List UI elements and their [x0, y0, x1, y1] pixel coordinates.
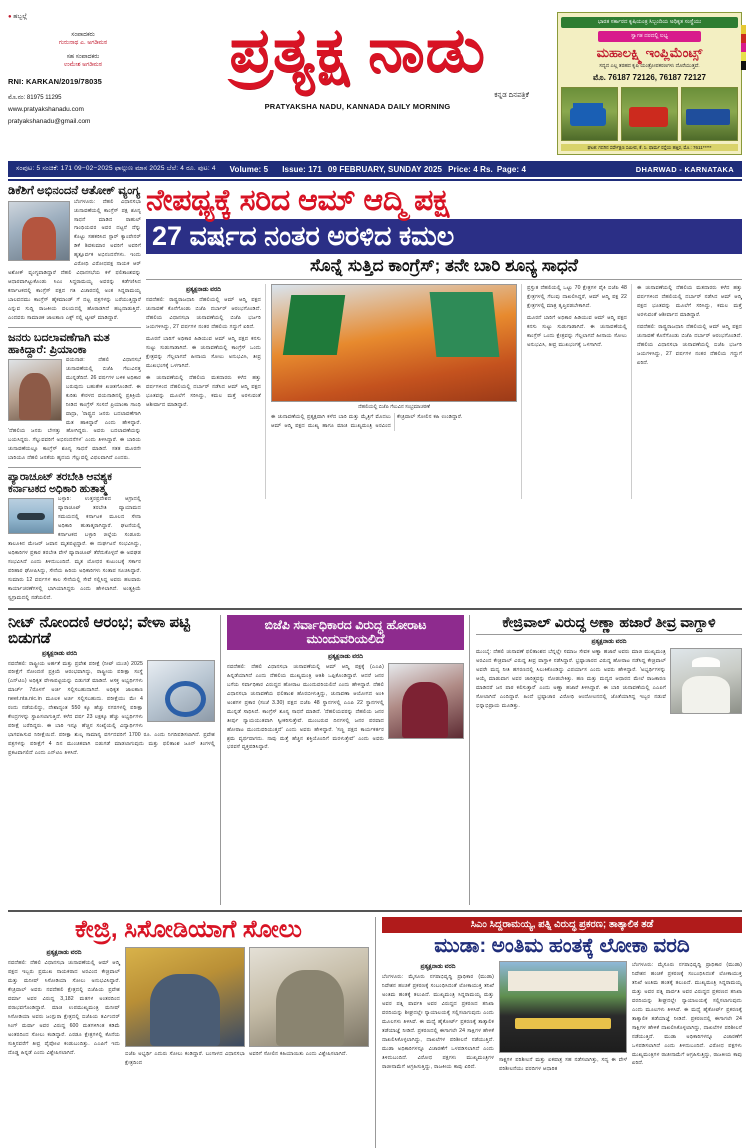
contact-website[interactable]: www.pratyakshanadu.com [8, 106, 84, 114]
muda-content-row [382, 961, 742, 1074]
bullet-dot: ● [8, 14, 12, 20]
ad-green-banner: ಭಾರತ ಸರ್ಕಾರದ ಕೃಷಿಯಂತ್ರ ಸಿಬ್ಬಂದಿಯ ಅಧಿಕೃತ ಸಂಸ್ಥೆಯು [561, 17, 738, 28]
lead-para-6: ಮೂರನೆ ಬಾರಿಗೆ ಅಧಿಕಾರ ಹಿಡಿಯುವ ಆಮ್ ಆದ್ಮಿ ಪಕ್ಷದ ಕನಸು ಸುಟ್ಟು ಸುಡುಗಾಡಾಗಿದೆ. ಈ ಚುನಾವಣೆಯಲ್ಲಿ ಕಾಂಗ್ರೆಸ್ ಒಂದು ಕ್ಷೇತ್ರವನ್ನು ಗೆಲ್ಲಲಾಗದೆ ಹೀನಾಯ ಸೋಲು ಅನುಭವಿಸಿ, ತೀವ್ರ ಮುಖಭಂಗಕ್ಕೆ ಒಳಗಾಗಿದೆ. [527, 315, 627, 348]
neet-byline: ಪ್ರತ್ಯಕ್ಷನಾಡು ವರದಿ [42, 650, 78, 657]
print-registration-colorbar [741, 25, 746, 70]
left-story-parachute[interactable] [8, 472, 141, 602]
content-grid [8, 185, 742, 603]
lead-para-3: ಈ ಚುನಾವಣೆಯಲ್ಲಿ ದೆಹಲಿಯ ಮತದಾರರು ಕಳೆದ ಹತ್ತು ವರ್ಷಗಳಿಂದ ದೆಹಲಿಯಲ್ಲಿ ದರ್ಬಾರ್ ನಡೆಸಿದ ಆಮ್ ಆದ್ಮಿ ಪಕ್ಷದ ಭೂತವನ್ನು ಮೂಲೆಗೆ ಸರಿಸಿದ್ದು, ಕಮಲ ಮತ್ತೆ ಅರಳುವಂತೆ ಆಶೀರ್ವಾದ ಮಾಡಿದ್ದಾರೆ. [146, 374, 261, 408]
lead-col-3 [527, 284, 632, 499]
datebar-issue: Issue: 171 [282, 164, 322, 174]
bottom-story-kejriwal[interactable] [8, 917, 376, 1148]
neet-headline: ನೀಟ್ ನೋಂದಣಿ ಆರಂಭ; ವೇಳಾ ಪಟ್ಟಿ ಬಿಡುಗಡೆ [8, 614, 191, 648]
muda-building-photo [499, 961, 627, 1053]
anna-hazare-photo [670, 648, 742, 714]
muda-text-col-2 [632, 961, 742, 1074]
hazare-divider [476, 634, 742, 635]
muda-body-1: ಬೆಂಗಳೂರು: ಮೈಸೂರು ನಗರಾಭಿವೃದ್ಧಿ ಪ್ರಾಧಿಕಾರ (ಮುಡಾ) ನಿವೇಶನ ಹಂಚಿಕೆ ಪ್ರಕರಣಕ್ಕೆ ಸಂಬಂಧಿಸಿದಂತೆ ಲೋಕಾಯುಕ್ತ ತನಿಖೆ ಅಂತಿಮ ಹಂತಕ್ಕೆ ತಲುಪಿದೆ. ಮುಖ್ಯಮಂತ್ರಿ ಸಿದ್ದರಾಮಯ್ಯ ಮತ್ತು ಅವರ ಪತ್ನಿ ಪಾರ್ವತಿ ಅವರ ವಿರುದ್ಧದ ಪ್ರಕರಣದ ತನಿಖಾ ವರದಿಯನ್ನು ಶೀಘ್ರದಲ್ಲೇ ನ್ಯಾಯಾಲಯಕ್ಕೆ ಸಲ್ಲಿಸಲಾಗುವುದು ಎಂದು ಮೂಲಗಳು ತಿಳಿಸಿವೆ. ಈ ಮಧ್ಯೆ ಹೈಕೋರ್ಟ್ ಪ್ರಕರಣಕ್ಕೆ ತಾತ್ಕಾಲಿಕ ತಡೆಯಾಜ್ಞೆ ನೀಡಿದೆ. ಪ್ರಕರಣದಲ್ಲಿ ಈಗಾಗಲೇ 24 ಸಾಕ್ಷಿಗಳ ಹೇಳಿಕೆ ದಾಖಲಿಸಿಕೊಳ್ಳಲಾಗಿದ್ದು, ದಾಖಲೆಗಳ ಪರಿಶೀಲನೆ ನಡೆಯುತ್ತಿದೆ. ಮುಡಾ ಅಧಿಕಾರಿಗಳನ್ನೂ ವಿಚಾರಣೆಗೆ ಒಳಪಡಿಸಲಾಗಿದೆ ಎಂದು ತಿಳಿದುಬಂದಿದೆ. ವಿರೋಧ ಪಕ್ಷಗಳು ಮುಖ್ಯಮಂತ್ರಿಗಳ ರಾಜೀನಾಮೆಗೆ ಆಗ್ರಹಿಸುತ್ತಿದ್ದು, ರಾಜಕೀಯ ಕಾವು ಏರಿದೆ. [382, 974, 494, 1070]
newspaper-logo: ಪ್ರತ್ಯಕ್ಷ ನಾಡು [229, 16, 486, 85]
left-sidebar-column [8, 185, 141, 603]
plough-image [561, 87, 618, 141]
lead-kicker: ನೇಪಥ್ಯಕ್ಕೆ ಸರಿದ ಆಮ್ ಆದ್ಮಿ ಪಕ್ಷ [146, 184, 450, 217]
editor-block-1 [8, 31, 158, 47]
lead-para-4: ಈ ಚುನಾವಣೆಯಲ್ಲಿ ಪ್ರತ್ಯಕ್ಷವಾಗಿ ಕಳೆದ ಬಾರಿ ಮತ್ತು ಮೈತ್ರಿಗೆ ಮೊದಲು ಆಮ್ ಆದ್ಮಿ ಪಕ್ಷದ ಮುಖ್ಯ ಹಾಗೂ ಮಾಜಿ ಮುಖ್ಯಮಂತ್ರಿ ಅರವಿಂದ ಕೇಜ್ರಿವಾಲ್ ಸೋಲಿನ ಕಹಿ ಉಂಡಿದ್ದಾರೆ. [271, 414, 463, 430]
masthead-contact [8, 93, 158, 128]
muda-text-col-1 [382, 961, 494, 1074]
hazare-headline: ಕೇಜ್ರಿವಾಲ್ ವಿರುದ್ಧ ಅಣ್ಣಾ ಹಜಾರೆ ತೀವ್ರ ವಾಗ್ದಾಳಿ [502, 614, 716, 630]
muda-photo-caption: ಸಾಕ್ಷ್ಯಗಳ ಪರಿಶೀಲನೆ ಮತ್ತು ಏಕಪಾತ್ರ ಸಹ ನಡೆಸಲಾಗಿತ್ತು, ಸದ್ಯ ಈ ವೇಳೆ ಪರಿಶೀಲನೆಯು ವರದಿಗಳ ಆಧಾರಿತ [499, 1057, 627, 1073]
editor-label-1: ಸಂಪಾದಕರು [71, 32, 95, 38]
atishi-photo [388, 663, 464, 739]
masthead-bullet [8, 14, 158, 21]
editor-label-2: ಸಹ ಸಂಪಾದಕರು [66, 54, 100, 61]
datebar-place: DHARWAD - KARNATAKA [635, 164, 734, 174]
left-divider-1 [8, 327, 141, 328]
bjp-rally-photo [271, 284, 517, 402]
editor-name-1: ಗುರುನಾಥ ಎ. ಅಗಡಿಮಠ [58, 40, 108, 47]
lead-byline: ಪ್ರತ್ಯಕ್ಷನಾಡು ವರದಿ [185, 287, 222, 294]
datebar-price: Price: 4 Rs. [448, 164, 493, 174]
bottom-section [8, 917, 742, 1148]
lead-para-1: ನವದೆಹಲಿ: ರಾಷ್ಟ್ರರಾಜಧಾನಿ ದೆಹಲಿಯಲ್ಲಿ ಆಮ್ ಆದ್ಮಿ ಪಕ್ಷದ ಚುನಾವಣೆ ಕೊನೆಗೊಂಡು ಬಿಜೆಪಿ ದರ್ಬಾರ್ ಆರಂಭಗೊಂಡಿದೆ. ದೆಹಲಿಯ ವಿಧಾನಸಭಾ ಚುನಾವಣೆಯಲ್ಲಿ ಬಿಜೆಪಿ ಭರ್ಜರಿ ಜಯಗಳಿಸಿದ್ದು, 27 ವರ್ಷಗಳ ನಂತರ ದೆಹಲಿಯ ಗದ್ದುಗೆ ಏರಿದೆ. [146, 297, 261, 331]
ad-description: ಸದ್ಯದ ಎಲ್ಲ ತರಹದ ಕೃಷಿ ಯಂತ್ರೋಪಕರಣಗಳು ದೊರೆಯುತ್ತವೆ. [599, 63, 700, 69]
left-story-3-body: ಬಳ್ಳಾರಿ: ಉತ್ತರಪ್ರದೇಶದ ಆಗ್ರಾದಲ್ಲಿ ಪ್ಯಾರಾಚೂಟ್ ತರಬೇತಿ ವ್ಯಾಯಾಮದ ಸಮಯದಲ್ಲಿ ಕರ್ನಾಟಕ ಮೂಲದ ಸೇನಾ ಅಧಿಕಾರಿ ಹುತಾತ್ಮರಾಗಿದ್ದಾರೆ. ಘಟನೆಯಲ್ಲಿ ಕರ್ನಾಟಕದ ಬಳ್ಳಾರಿ ಜಿಲ್ಲೆಯ ಸಂಡೂರು ತಾಲೂಕಿನ ಮೇಜರ್ ಜವಾನ ಮೃತಪಟ್ಟಿದ್ದಾರೆ. ಈ ದುರ್ಘಟನೆ ಸಂಭವಿಸಿದ್ದು, ಅಧಿಕಾರಿಗಳ ಪ್ರಕಾರ ತರಬೇತಿ ವೇಳೆ ಪ್ಯಾರಾಚೂಟ್ ತೆರೆದುಕೊಳ್ಳದೆ ಈ ಅವಘಡ ಸಂಭವಿಸಿದೆ ಎಂದು ತಿಳಿದುಬಂದಿದೆ. ಮೃತ ಯೋಧರ ಕುಟುಂಬಕ್ಕೆ ಸರ್ಕಾರ ಪರಿಹಾರ ಘೋಷಿಸಿದ್ದು, ಸೇನೆಯ ಹಿರಿಯ ಅಧಿಕಾರಿಗಳು ಸಂತಾಪ ಸೂಚಿಸಿದ್ದಾರೆ. ಸುಮಾರು 12 ವರ್ಷಗಳ ಕಾಲ ಸೇನೆಯಲ್ಲಿ ಸೇವೆ ಸಲ್ಲಿಸಿದ್ದ ಅವರು ಹಲವಾರು ಕಾರ್ಯಾಚರಣೆಗಳಲ್ಲಿ ಭಾಗಿಯಾಗಿದ್ದರು ಎಂದು ಹೇಳಲಾಗಿದೆ. ಅಂತ್ಯಕ್ರಿಯೆ ಸ್ವಗ್ರಾಮದಲ್ಲಿ ನಡೆಯಲಿದೆ. [8, 496, 141, 601]
ad-pink-banner: ಸ್ವಾಗತ ದರದಲ್ಲಿ ಲಭ್ಯ [598, 31, 701, 42]
kejriwal-caption-right: ಅವರಿಗೆ ಸೋಲಿನ ಕಹಿಯಾಯಿತು ಎಂದು ವಿಶ್ಲೇಷಿಸಲಾಗಿದೆ. [249, 1051, 348, 1058]
main-column [146, 185, 742, 603]
top-divider-rule [8, 179, 742, 181]
ad-box[interactable] [557, 12, 742, 155]
left-divider-2 [8, 467, 141, 468]
helicopter-photo [8, 498, 54, 534]
mid-story-aap[interactable] [227, 615, 470, 905]
neet-body: ನವದೆಹಲಿ: ರಾಷ್ಟ್ರೀಯ ಅರ್ಹತೆ ಮತ್ತು ಪ್ರವೇಶ ಪರೀಕ್ಷೆ (ನೀಟ್ ಯುಜಿ) 2025 ಪರೀಕ್ಷೆಗೆ ನೋಂದಣಿ ಪ್ರಕ್ರಿಯೆ ಆರಂಭವಾಗಿದ್ದು, ರಾಷ್ಟ್ರೀಯ ಪರೀಕ್ಷಾ ಸಂಸ್ಥೆ (ಎನ್‌ಟಿಎ) ಅಧಿಕೃತ ವೇಳಾಪಟ್ಟಿಯನ್ನು ಬಿಡುಗಡೆ ಮಾಡಿದೆ. ಆಸಕ್ತ ಅಭ್ಯರ್ಥಿಗಳು ಮಾರ್ಚ್ 7ರೊಳಗೆ ಅರ್ಜಿ ಸಲ್ಲಿಸಬಹುದಾಗಿದೆ. ಅಧಿಕೃತ ಜಾಲತಾಣ neet.nta.nic.in ಮೂಲಕ ಅರ್ಜಿ ಸಲ್ಲಿಸಬಹುದು. ಪರೀಕ್ಷೆಯು ಮೇ 4 ರಂದು ನಡೆಯಲಿದ್ದು, ದೇಶಾದ್ಯಂತ 550 ಕ್ಕೂ ಹೆಚ್ಚು ನಗರಗಳಲ್ಲಿ ಪರೀಕ್ಷಾ ಕೇಂದ್ರಗಳನ್ನು ಸ್ಥಾಪಿಸಲಾಗುತ್ತಿದೆ. ಕಳೆದ ವರ್ಷ 23 ಲಕ್ಷಕ್ಕೂ ಹೆಚ್ಚು ಅಭ್ಯರ್ಥಿಗಳು ಪರೀಕ್ಷೆ ಬರೆದಿದ್ದರು. ಈ ಬಾರಿ ಇನ್ನೂ ಹೆಚ್ಚಿನ ಸಂಖ್ಯೆಯಲ್ಲಿ ವಿದ್ಯಾರ್ಥಿಗಳು ಭಾಗವಹಿಸುವ ನಿರೀಕ್ಷೆಯಿದೆ. ಪರೀಕ್ಷಾ ಶುಲ್ಕ ಸಾಮಾನ್ಯ ವರ್ಗದವರಿಗೆ 1700 ರೂ. ಎಂದು ನಿಗದಿಪಡಿಸಲಾಗಿದೆ. ಪ್ರವೇಶ ಪತ್ರಗಳನ್ನು ಪರೀಕ್ಷೆಗೆ 4 ದಿನ ಮುಂಚಿತವಾಗಿ ಬಿಡುಗಡೆ ಮಾಡಲಾಗುವುದು ಮತ್ತು ಫಲಿತಾಂಶ ಜೂನ್ ತಿಂಗಳಲ್ಲಿ ಪ್ರಕಟವಾಗಲಿದೆ ಎಂದು ಎನ್‌ಟಿಎ ತಿಳಿಸಿದೆ. [8, 660, 215, 756]
left-story-3-headline: ಪ್ಯಾರಾಚೂಟ್ ತರಬೇತಿ ಆವಶ್ಯಕ ಕರ್ನಾಟಕದ ಅಧಿಕಾರಿ ಹುತಾತ್ಮ [8, 471, 113, 495]
left-story-1-headline: ಡಿಕೆಶಿಗೆ ಅಭಿನಂದನೆ ಆತೋಕ್ ವ್ಯಂಗ್ಯ [8, 185, 141, 197]
lead-body-region [146, 284, 742, 499]
bottom-story-muda[interactable] [382, 917, 742, 1148]
lead-para-5: ಪ್ರಸ್ತುತ ದೆಹಲಿಯಲ್ಲಿ ಒಟ್ಟು 70 ಕ್ಷೇತ್ರಗಳ ಪೈಕಿ ಬಿಜೆಪಿ 48 ಕ್ಷೇತ್ರಗಳಲ್ಲಿ ಗೆಲುವು ದಾಖಲಿಸಿದ್ದರೆ, ಆಮ್ ಆದ್ಮಿ ಪಕ್ಷ 22 ಕ್ಷೇತ್ರಗಳಲ್ಲಿ ಮಾತ್ರ ತೃಪ್ತಿಪಡಬೇಕಾಗಿದೆ. [527, 285, 627, 310]
masthead [8, 6, 742, 156]
aap-byline: ಪ್ರತ್ಯಕ್ಷನಾಡು ವರದಿ [327, 654, 364, 661]
left-story-ashok[interactable] [8, 185, 141, 323]
lead-col-4 [637, 284, 742, 499]
lead-subhead: ಸೊನ್ನೆ ಸುತ್ತಿದ ಕಾಂಗ್ರೆಸ್; ತನೇ ಬಾರಿ ಶೂನ್ಯ ಸಾಧನೆ [310, 255, 578, 275]
middle-section [8, 615, 742, 905]
ad-product-images [561, 87, 738, 141]
lead-band-headline: 27 ವರ್ಷದ ನಂತರ ಅರಳಿದ ಕಮಲ [146, 219, 742, 253]
datebar-volume: Volume: 5 [229, 164, 269, 174]
contact-email[interactable]: pratyakshanadu@gmail.com [8, 118, 91, 126]
priyanka-photo [8, 359, 62, 421]
mid-story-hazare[interactable] [476, 615, 742, 905]
muda-body-2: ಬೆಂಗಳೂರು: ಮೈಸೂರು ನಗರಾಭಿವೃದ್ಧಿ ಪ್ರಾಧಿಕಾರ (ಮುಡಾ) ನಿವೇಶನ ಹಂಚಿಕೆ ಪ್ರಕರಣಕ್ಕೆ ಸಂಬಂಧಿಸಿದಂತೆ ಲೋಕಾಯುಕ್ತ ತನಿಖೆ ಅಂತಿಮ ಹಂತಕ್ಕೆ ತಲುಪಿದೆ. ಮುಖ್ಯಮಂತ್ರಿ ಸಿದ್ದರಾಮಯ್ಯ ಮತ್ತು ಅವರ ಪತ್ನಿ ಪಾರ್ವತಿ ಅವರ ವಿರುದ್ಧದ ಪ್ರಕರಣದ ತನಿಖಾ ವರದಿಯನ್ನು ಶೀಘ್ರದಲ್ಲೇ ನ್ಯಾಯಾಲಯಕ್ಕೆ ಸಲ್ಲಿಸಲಾಗುವುದು ಎಂದು ಮೂಲಗಳು ತಿಳಿಸಿವೆ. ಈ ಮಧ್ಯೆ ಹೈಕೋರ್ಟ್ ಪ್ರಕರಣಕ್ಕೆ ತಾತ್ಕಾಲಿಕ ತಡೆಯಾಜ್ಞೆ ನೀಡಿದೆ. ಪ್ರಕರಣದಲ್ಲಿ ಈಗಾಗಲೇ 24 ಸಾಕ್ಷಿಗಳ ಹೇಳಿಕೆ ದಾಖಲಿಸಿಕೊಳ್ಳಲಾಗಿದ್ದು, ದಾಖಲೆಗಳ ಪರಿಶೀಲನೆ ನಡೆಯುತ್ತಿದೆ. ಮುಡಾ ಅಧಿಕಾರಿಗಳನ್ನೂ ವಿಚಾರಣೆಗೆ ಒಳಪಡಿಸಲಾಗಿದೆ ಎಂದು ತಿಳಿದುಬಂದಿದೆ. ವಿರೋಧ ಪಕ್ಷಗಳು ಮುಖ್ಯಮಂತ್ರಿಗಳ ರಾಜೀನಾಮೆಗೆ ಆಗ್ರಹಿಸುತ್ತಿದ್ದು, ರಾಜಕೀಯ ಕಾವು ಏರಿದೆ. [632, 962, 742, 1067]
lead-para-7: ಈ ಚುನಾವಣೆಯಲ್ಲಿ ದೆಹಲಿಯ ಮತದಾರರು ಕಳೆದ ಹತ್ತು ವರ್ಷಗಳಿಂದ ದೆಹಲಿಯಲ್ಲಿ ದರ್ಬಾರ್ ನಡೆಸಿದ ಆಮ್ ಆದ್ಮಿ ಪಕ್ಷದ ಭೂತವನ್ನು ಮೂಲೆಗೆ ಸರಿಸಿದ್ದು, ಕಮಲ ಮತ್ತೆ ಅರಳುವಂತೆ ಆಶೀರ್ವಾದ ಮಾಡಿದ್ದಾರೆ. [637, 285, 742, 319]
contact-phone: ಮೊ.ನಂ: 81975 11295 [8, 95, 62, 102]
lead-photo-caption: ದೆಹಲಿಯಲ್ಲಿ ಬಿಜೆಪಿ ಗೆಲುವಿನ ಸಂಭ್ರಮಾಚರಣೆ [358, 404, 430, 411]
lead-col-1 [146, 284, 266, 499]
ad-title: ಮಹಾಲಕ್ಷ್ಮಿ ಇಂಪ್ಲಿಮೆಂಟ್ಸ್ [596, 45, 703, 60]
sisodia-photo [249, 947, 369, 1047]
muda-photo-col [499, 961, 627, 1074]
rni-number: RNI: KARKAN/2019/78035 [8, 77, 102, 87]
lead-divider [146, 279, 742, 280]
lead-para-2: ಮೂರನೆ ಬಾರಿಗೆ ಅಧಿಕಾರ ಹಿಡಿಯುವ ಆಮ್ ಆದ್ಮಿ ಪಕ್ಷದ ಕನಸು ಸುಟ್ಟು ಸುಡುಗಾಡಾಗಿದೆ. ಈ ಚುನಾವಣೆಯಲ್ಲಿ ಕಾಂಗ್ರೆಸ್ ಒಂದು ಕ್ಷೇತ್ರವನ್ನು ಗೆಲ್ಲಲಾಗದೆ ಹೀನಾಯ ಸೋಲು ಅನುಭವಿಸಿ, ತೀವ್ರ ಮುಖಭಂಗಕ್ಕೆ ಒಳಗಾಗಿದೆ. [146, 336, 261, 369]
kejriwal-photo [125, 947, 245, 1047]
rotavator-image [621, 87, 678, 141]
kejriwal-photo-col [125, 947, 369, 1068]
ad-footer-address: ಘಟಕ: ಗದಗಿನ ಸರ್ವೇಕ್ಷಣ ಸಮೀಪ, ಕೆ. ಸಿ. ಫಾರ್ಮ ರಸ್ತೆಯ ಹತ್ತಿರ, ಮೊ.: 7611***** [561, 144, 738, 151]
muda-headline: ಮುಡಾ: ಅಂತಿಮ ಹಂತಕ್ಕೆ ಲೋಕಾ ವರದಿ [434, 934, 690, 957]
masthead-left-info [8, 6, 158, 129]
muda-byline: ಪ್ರತ್ಯಕ್ಷನಾಡು ವರದಿ [420, 964, 456, 971]
kejriwal-headline: ಕೇಜ್ರಿ, ಸಿಸೋಡಿಯಾಗೆ ಸೋಲು [75, 916, 302, 943]
kejriwal-caption-left: ಬಿಜೆಪಿ ಅಭ್ಯರ್ಥಿ ಎದುರು ಸೋಲು ಕಂಡಿದ್ದಾರೆ. ಬಂಗಾಳದ ವಿಧಾನಸಭಾ ಕ್ಷೇತ್ರದಿಂದ [125, 1051, 245, 1067]
ashok-photo [8, 201, 70, 261]
aap-headline-band: ಬಿಜೆಪಿ ಸರ್ವಾಧಿಕಾರದ ವಿರುದ್ಧ ಹೋರಾಟ ಮುಂದುವರಿಯಲಿದೆ [227, 615, 464, 651]
left-story-2-body: ವಯನಾಡ: ದೆಹಲಿ ವಿಧಾನಸಭೆ ಚುನಾವಣೆಯಲ್ಲಿ ಬಿಜೆಪಿ ಗೆಲುವಿನತ್ತ ಮುನ್ನಡೆದಿದೆ. 26 ವರ್ಷಗಳ ಬಳಿಕ ಅಧಿಕಾರ ಬರುವುದು ಬಹುತೇಕ ಖಚಿತಗೊಂಡಿದೆ. ಈ ಕುರಿತು ಕೇರಳದ ವಯನಾಡಿನಲ್ಲಿ ಪ್ರತಿಕ್ರಿಯೆ ನೀಡಿದ ಕಾಂಗ್ರೆಸ್ ಸಂಸದೆ ಪ್ರಿಯಾಂಕಾ ಗಾಂಧಿ ವಾದ್ರಾ, 'ರಾಷ್ಟ್ರದ ಜನರು ಬದಲಾವಣೆಗಾಗಿ ಮತ ಹಾಕಿದ್ದಾರೆ' ಎಂದು ಹೇಳಿದ್ದಾರೆ. 'ದೆಹಲಿಯ ಜನರು ಬೇಸತ್ತು ಹೋಗಿದ್ದರು. ಅವರು ಬದಲಾವಣೆಯನ್ನು ಬಯಸಿದ್ದರು. ಗೆಲ್ಲುವವರಿಗೆ ಅಭಿನಂದನೆಗಳ' ಎಂದು ತಿಳಿಸಿದ್ದಾರೆ. ಈ ಬಾರಿಯ ಚುನಾವಣೆಯಲ್ಲೂ ಕಾಂಗ್ರೆಸ್ ಶೂನ್ಯ ಸಾಧನೆ ಮಾಡಿದೆ. ಸತತ ಮೂರನೇ ಬಾರಿಯೂ ದೆಹಲಿ ಜನತೆಯ ಹೃದಯ ಗೆಲ್ಲುವಲ್ಲಿ ವಿಫಲವಾಗಿದೆ ಎಂದರು. [8, 356, 141, 462]
editor-block-2 [8, 53, 158, 69]
trailer-image [681, 87, 738, 141]
datebar-date: 09 FEBRUARY, SUNDAY 2025 [327, 164, 443, 174]
lead-col-2 [271, 284, 522, 499]
left-story-1-body: ಬೆಂಗಳೂರು: ದೆಹಲಿ ವಿಧಾನಸಭಾ ಚುನಾವಣೆಯಲ್ಲಿ ಕಾಂಗ್ರೆಸ್ ಪಕ್ಷ ಶೂನ್ಯ ಸಾಧನೆ ಮಾಡಿದ ರಾಹುಲ್ ಗಾಂಧಿಯವರ ಅವರ ದಟ್ಟನೆ ದೆನ್ನು ಕೊಟ್ಟು ಸಹಕರಿಸಿದ ಸ್ಟಾರ್ ಕ್ಯಾಂಪೇನರ್ ಡಿಕೆ ಶಿವಕುಮಾರ ಅವರಿಗೆ ಅವರಿಗೆ ಹೃತ್ಪೂರ್ವಕ ಅಭಿನಂದನೆಗಳು. ಇಂದು ವಿರೋಧಿ ವಿರೋಧಪಕ್ಷ ನಾಯಕ ಆರ್ ಅಶೋಕ್ ವ್ಯಂಗ್ಯವಾಡಿದ್ದಾರೆ ದೆಹಲಿ ವಿಧಾನಸಭೆಯ ಕಳೆ ಫಲಿತಾಂಶವನ್ನು ಆಧಾರವಾಗಿಟ್ಟುಕೊಂಡು ಸಿಎಂ ಸಿದ್ದರಾಮಯ್ಯ ಅವರನ್ನು ಕಡೆಗಣಿಸಿದ ಕರ್ನಾಟಕದಲ್ಲಿ ಕಾಂಗ್ರೆಸ್ ಪಕ್ಷದ ಗತಿ ವಿಚಾರದಲ್ಲಿ ಅಂತ ಸಿದ್ದರಾಮಯ್ಯ ಬಾಲವದಮು ಕಾಂಗ್ರೆಸ್ ಹೈಕಮಾಂಡ್ ಗೆ ದಟ್ಟ ಪತ್ರಗಳನ್ನು ಬರೆಯುತ್ತಿದ್ದಾರೆ ಎನ್ನುವ ಸುದ್ದಿ ರಾಜಕೀಯ ವಲಯದಲ್ಲಿ ಹೊರಾಡಗಿದೆ ಹಬ್ಬದಾಡುತ್ತಿದೆ. ಎಂದವರು ಸಾಮಾಜಿಕ ಜಾಲತಾಣ ಎಕ್ಸ್ ನಲ್ಲಿ ಟ್ವೀಟ್ ಮಾಡಿದ್ದಾರೆ. [8, 198, 141, 321]
muda-band: ಸಿಎಂ ಸಿದ್ದರಾಮಯ್ಯ, ಪತ್ನಿ ವಿರುದ್ಧ ಪ್ರಕರಣ; ತಾತ್ಕಾಲಿಕ ತಡೆ [382, 917, 742, 933]
volume-issue-bar [8, 161, 742, 177]
kejriwal-byline: ಪ್ರತ್ಯಕ್ಷನಾಡು ವರದಿ [46, 950, 82, 957]
hazare-body: ಮುಂಬೈ: ದೆಹಲಿ ಚುನಾವಣೆ ಫಲಿತಾಂಶದ ಬೆನ್ನಲ್ಲೇ ಸಮಾಜ ಸೇವಕ ಅಣ್ಣಾ ಹಜಾರೆ ಅವರು ಮಾಜಿ ಮುಖ್ಯಮಂತ್ರಿ ಅರವಿಂದ ಕೇಜ್ರಿವಾಲ್ ವಿರುದ್ಧ ತೀವ್ರ ವಾಗ್ದಾಳಿ ನಡೆಸಿದ್ದಾರೆ. ಭ್ರಷ್ಟಾಚಾರದ ವಿರುದ್ಧ ಹೋರಾಟ ನಡೆಸಿದ್ದ ಕೇಜ್ರಿವಾಲ್ ಅವರೇ ಮದ್ಯ ನೀತಿ ಹಗರಣದಲ್ಲಿ ಸಿಲುಕಿಕೊಂಡಿದ್ದು ವಿಪರ್ಯಾಸ ಎಂದು ಅವರು ಹೇಳಿದ್ದಾರೆ. 'ಅಭ್ಯರ್ಥಿಗಳನ್ನು ಆಯ್ಕೆ ಮಾಡುವಾಗ ಅವರ ಚಾರಿತ್ರ್ಯವನ್ನು ನೋಡಬೇಕಿತ್ತು. ಹಣ ಮತ್ತು ಮದ್ಯದ ಆಧಾರದ ಮೇಲೆ ರಾಜಕಾರಣ ಮಾಡಿದರೆ ಜನ ಪಾಠ ಕಲಿಸುತ್ತಾರೆ' ಎಂದು ಅಣ್ಣಾ ಹಜಾರೆ ತಿಳಿಸಿದ್ದಾರೆ. ಈ ಬಾರಿ ಚುನಾವಣೆಯಲ್ಲಿ ಎಎಪಿಗೆ ಸೋಲಾಗಿದೆ ಎಂದಿದ್ದಾರೆ. ಹಿಂದೆ ಭ್ರಷ್ಟಾಚಾರ ವಿರೋಧಿ ಆಂದೋಲನದಲ್ಲಿ ಜೊತೆಯಾಗಿದ್ದ ಇಬ್ಬರ ನಡುವೆ ಭಿನ್ನಾಭಿಪ್ರಾಯ ಮೂಡಿತ್ತು. [476, 648, 666, 709]
tagline-english: PRATYAKSHA NADU, KANNADA DAILY MORNING [264, 102, 451, 111]
left-story-2-headline: ಜನರು ಬದಲಾವಣೆಗಾಗಿ ಮತ ಹಾಕಿದ್ದಾರೆ: ಪ್ರಿಯಾಂಕಾ [8, 331, 110, 356]
tagline-kannada: ಕನ್ನಡ ದಿನಪತ್ರಿಕೆ [494, 92, 529, 99]
stethoscope-photo [147, 660, 215, 722]
bullet-label: ಹಬ್ಬಲ್ಲೆ [13, 14, 28, 20]
datebar-kannada: ಸಂಪುಟ: 5 ಸಂಚಿಕೆ: 171 09−02−2025 ಫಾಲ್ಗುಣ ಮಾಸ 2025 ಬೆಲೆ: 4 ರೂ. ಪುಟ: 4 [16, 165, 216, 172]
editor-name-2: ಉಮೇಶ ಅಗಡಿಮಠ [63, 62, 103, 69]
hazare-byline: ಪ್ರತ್ಯಕ್ಷನಾಡು ವರದಿ [591, 638, 627, 645]
datebar-page: Page: 4 [496, 164, 527, 174]
masthead-logo-area [158, 6, 557, 111]
ad-phone: ಮೊ. 76187 72126, 76187 72127 [593, 72, 706, 82]
lead-para-8: ನವದೆಹಲಿ: ರಾಷ್ಟ್ರರಾಜಧಾನಿ ದೆಹಲಿಯಲ್ಲಿ ಆಮ್ ಆದ್ಮಿ ಪಕ್ಷದ ಚುನಾವಣೆ ಕೊನೆಗೊಂಡು ಬಿಜೆಪಿ ದರ್ಬಾರ್ ಆರಂಭಗೊಂಡಿದೆ. ದೆಹಲಿಯ ವಿಧಾನಸಭಾ ಚುನಾವಣೆಯಲ್ಲಿ ಬಿಜೆಪಿ ಭರ್ಜರಿ ಜಯಗಳಿಸಿದ್ದು, 27 ವರ್ಷಗಳ ನಂತರ ದೆಹಲಿಯ ಗದ್ದುಗೆ ಏರಿದೆ. [637, 324, 742, 366]
mid-section-divider [8, 608, 742, 610]
left-story-priyanka[interactable] [8, 332, 141, 463]
kejriwal-caption-row [125, 1050, 369, 1068]
kejriwal-body: ನವದೆಹಲಿ: ದೆಹಲಿ ವಿಧಾನಸಭಾ ಚುನಾವಣೆಯಲ್ಲಿ ಆಮ್ ಆದ್ಮಿ ಪಕ್ಷದ ಇಬ್ಬರು ಪ್ರಮುಖ ನಾಯಕರಾದ ಅರವಿಂದ ಕೇಜ್ರಿವಾಲ್ ಮತ್ತು ಮನೀಷ್ ಸಿಸೋಡಿಯಾ ಸೋಲು ಅನುಭವಿಸಿದ್ದಾರೆ. ಕೇಜ್ರಿವಾಲ್ ಅವರು ನವದೆಹಲಿ ಕ್ಷೇತ್ರದಲ್ಲಿ ಬಿಜೆಪಿಯ ಪ್ರವೇಶ ವರ್ಮಾ ಅವರ ವಿರುದ್ಧ 3,182 ಮತಗಳ ಅಂತರದಿಂದ ಪರಾಭವಗೊಂಡಿದ್ದಾರೆ. ಮಾಜಿ ಉಪಮುಖ್ಯಮಂತ್ರಿ ಮನೀಷ್ ಸಿಸೋಡಿಯಾ ಅವರು ಜಂಗ್ಪುರಾ ಕ್ಷೇತ್ರದಲ್ಲಿ ಬಿಜೆಪಿಯ ತರ್ವಿಂದರ್ ಸಿಂಗ್ ಮರ್ವಾ ಅವರ ವಿರುದ್ಧ 600 ಮತಗಳಿಗಿಂತ ಕಡಿಮೆ ಅಂತರದಿಂದ ಸೋಲು ಕಂಡಿದ್ದಾರೆ. ಎರಡೂ ಕ್ಷೇತ್ರಗಳಲ್ಲಿ ಕೊನೆಯ ಸುತ್ತಿನವರೆಗೆ ತೀವ್ರ ಪೈಪೋಟಿ ಕಂಡುಬಂದಿತ್ತು. ಎಎಪಿಗೆ ಇದು ದೊಡ್ಡ ಹಿನ್ನಡೆ ಎಂದು ವಿಶ್ಲೇಷಿಸಲಾಗಿದೆ. [8, 960, 120, 1056]
kejriwal-content-row [8, 947, 369, 1068]
mid-story-neet[interactable] [8, 615, 221, 905]
kejriwal-text-col [8, 947, 120, 1068]
aap-body: ನವದೆಹಲಿ: ದೆಹಲಿ ವಿಧಾನಸಭಾ ಚುನಾವಣೆಯಲ್ಲಿ ಆಮ್ ಆದ್ಮಿ ಪಕ್ಷಕ್ಕೆ (ಎಎಪಿ) ಹಿನ್ನಡೆಯಾಗಿದೆ ಎಂದು ದೆಹಲಿಯ ಮುಖ್ಯಮಂತ್ರಿ ಆತಿಶಿ ಒಪ್ಪಿಕೊಂಡಿದ್ದಾರೆ. ಆದರೆ ಜನರ ಬಗೆಯ ಸರ್ವಾಧಿಕಾರ ವಿರುದ್ಧದ ಹೋರಾಟ ಮುಂದುವರಿಯಲಿದೆ ಎಂದು ಹೇಳಿದ್ದಾರೆ. ದೆಹಲಿ ವಿಧಾನಸಭಾ ಚುನಾವಣೆಯ ಫಲಿತಾಂಶ ಹೊರಬೀಳುತ್ತಿದ್ದು, ಚುನಾವಣಾ ಆಯೋಗದ ಅಂಕಿ ಅಂಶಗಳ ಪ್ರಕಾರ (ಸಂಜೆ 3.30) ಪಕ್ಷದ ಬಿಜೆಪಿ 48 ಸ್ಥಾನಗಳಲ್ಲಿ ಎಎಪಿ 22 ಸ್ಥಾನಗಳಲ್ಲಿ ಮುನ್ನಡೆ ಸಾಧಿಸಿದೆ. ಕಾಂಗ್ರೆಸ್ ಶೂನ್ಯ ಸಾಧನೆ ಮಾಡಿದೆ. 'ದೆಹಲಿಯವರನ್ನು ದೆಹಲಿಯ ಜನರ ತೀರ್ಪು ನ್ಯಾಯಯುತವಾಗಿ ಸ್ವೀಕರಿಸುತ್ತೇವೆ. ಮುಂಬರುವ ದಿನಗಳಲ್ಲಿ ಜನರ ಪರವಾದ ಹೋರಾಟ ಮುಂದುವರಿಯುತ್ತದೆ' ಎಂದು ಅವರು ಹೇಳಿದ್ದಾರೆ. 'ಸಣ್ಣ ಪಕ್ಷದ ಕಾರ್ಯಕರ್ತರ ಶ್ರಮ ವ್ಯರ್ಥವಾಗದು. ನಾವು ಮತ್ತೆ ಹೆಚ್ಚಿನ ಶಕ್ತಿಯೊಂದಿಗೆ ಮರಳುತ್ತೇವೆ' ಎಂದು ಅವರು ಭರವಸೆ ವ್ಯಕ್ತಪಡಿಸಿದ್ದಾರೆ. [227, 664, 384, 751]
kejriwal-photo-row [125, 947, 369, 1047]
masthead-advertisement[interactable] [557, 6, 742, 155]
lead-headline-block[interactable] [146, 185, 742, 275]
bottom-section-divider [8, 910, 742, 912]
